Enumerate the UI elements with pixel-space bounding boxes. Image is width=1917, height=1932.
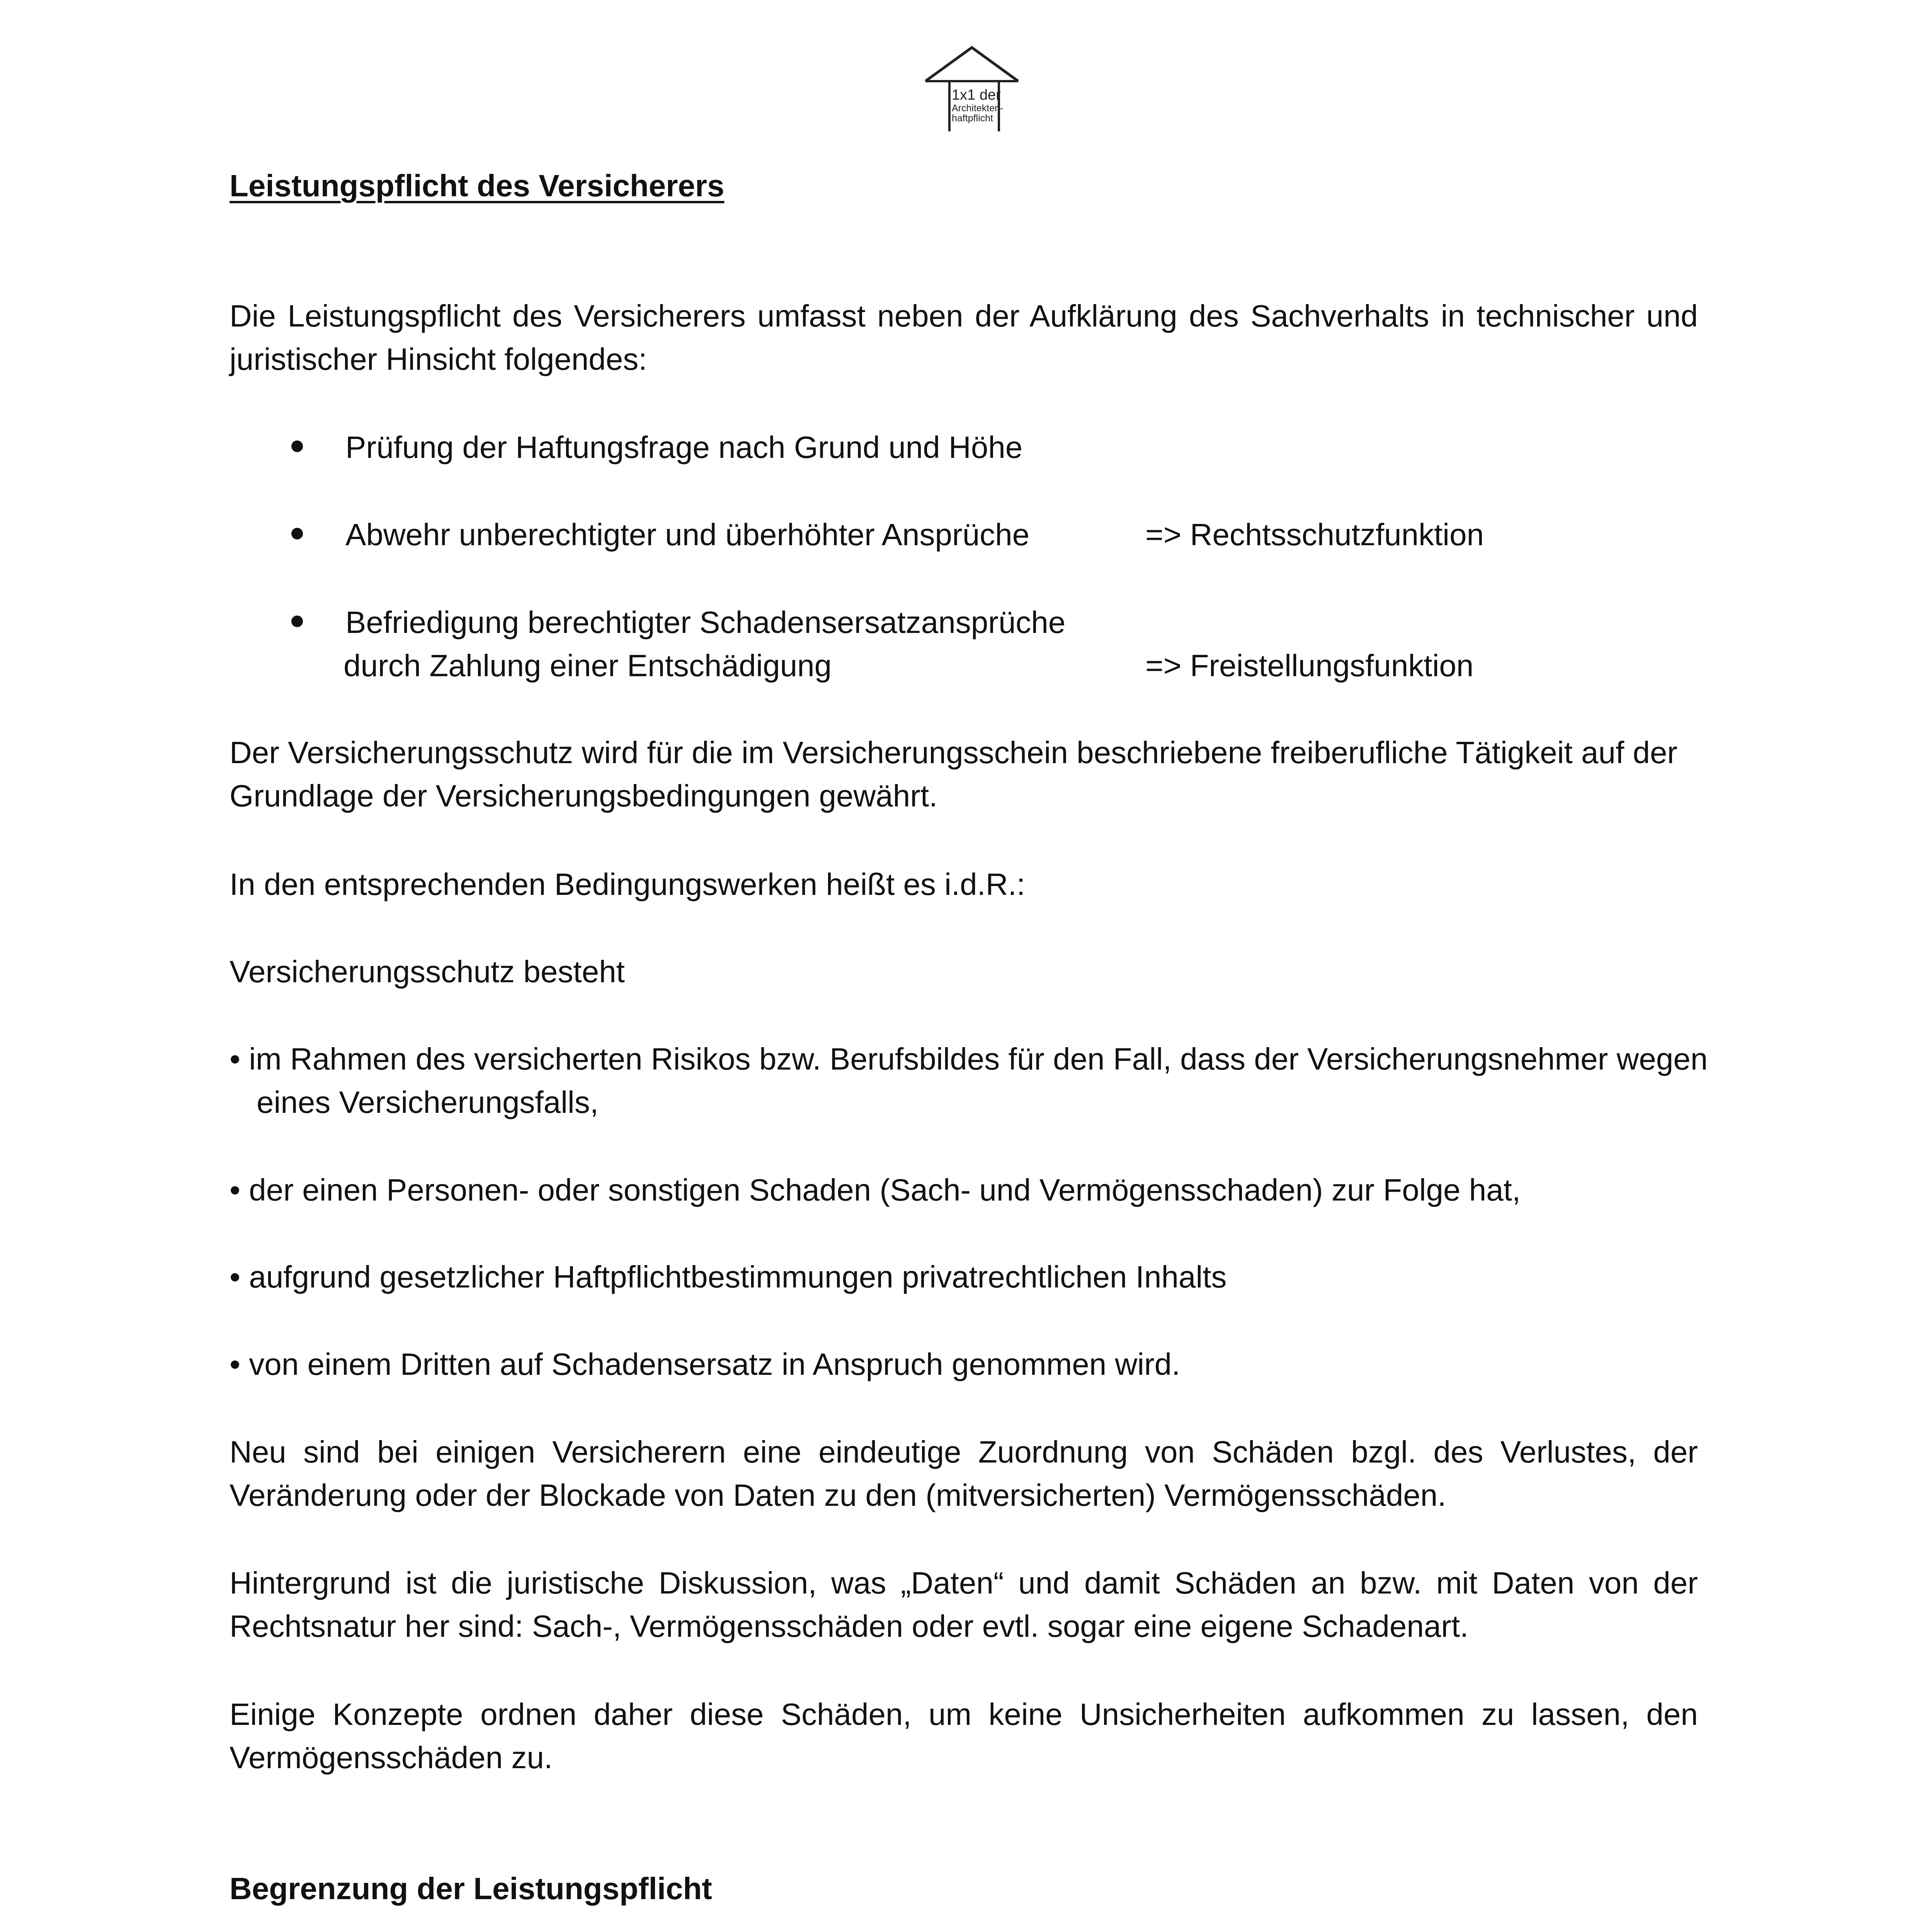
list-item-function: => Rechtsschutzfunktion [1145,517,1484,552]
list-item-text: Befriedigung berechtigter Schadensersatzansprüche [345,605,1066,639]
list-item [230,426,1698,469]
list-item [230,513,1698,556]
section-heading-leistungspflicht: Leistungspflicht des Versicherers [230,168,725,203]
logo-line-1: 1x1 der [952,87,1001,103]
list-item-text-continued: durch Zahlung einer Entschädigung [344,648,832,683]
logo-line-3: haftpflicht [952,113,993,124]
paragraph-hintergrund: Hintergrund ist die juristische Diskussion, was „Daten“ und damit Schäden an bzw. mit Daten von der Rechtsnatur her sind: Sach-, Vermögensschäden oder evtl. sogar eine eigene Schadenart. [230,1566,1698,1643]
condition-item: • im Rahmen des versicherten Risikos bzw. Berufsbildes für den Fall, dass der Versicherungsnehmer wegen eines Versicherungsfalls, [230,1042,1708,1119]
list-item [230,601,1698,687]
paragraph-bedingungswerke: In den entsprechenden Bedingungswerken heißt es i.d.R.: [230,867,1026,901]
logo-line-2: Architekten- [952,103,1004,114]
section-heading-begrenzung: Begrenzung der Leistungspflicht [230,1871,712,1906]
bullet-icon [291,616,303,627]
bullet-icon [291,440,303,452]
list-item-text: Prüfung der Haftungsfrage nach Grund und Höhe [345,430,1023,464]
condition-item: • aufgrund gesetzlicher Haftpflichtbestimmungen privatrechtlichen Inhalts [230,1260,1227,1294]
paragraph-neu: Neu sind bei einigen Versicherern eine eindeutige Zuordnung von Schäden bzgl. des Verlustes, der Veränderung oder der Blockade von Daten zu den (mitversicherten) Vermögensschäden. [230,1435,1698,1512]
bullet-icon [291,528,303,539]
condition-item: • von einem Dritten auf Schadensersatz in Anspruch genommen wird. [230,1347,1180,1381]
logo-text [952,88,1021,123]
intro-paragraph: Die Leistungspflicht des Versicherers umfasst neben der Aufklärung des Sachverhalts in technischer und juristischer Hinsicht folgendes: [230,299,1698,376]
list-item-text: Abwehr unberechtigter und überhöhter Ansprüche [345,517,1030,552]
paragraph-versicherungsschutz: Der Versicherungsschutz wird für die im Versicherungsschein beschriebene freiberufliche Tätigkeit auf der Grundlage der Versicherungsbedingungen gewährt. [230,735,1678,813]
condition-item: • der einen Personen- oder sonstigen Schaden (Sach- und Vermögensschaden) zur Folge hat, [230,1173,1521,1207]
paragraph-schutz-besteht: Versicherungsschutz besteht [230,954,625,989]
list-item-function: => Freistellungsfunktion [1145,648,1474,683]
paragraph-konzepte: Einige Konzepte ordnen daher diese Schäden, um keine Unsicherheiten aufkommen zu lassen, den Vermögensschäden zu. [230,1697,1698,1775]
house-logo [922,44,1022,133]
